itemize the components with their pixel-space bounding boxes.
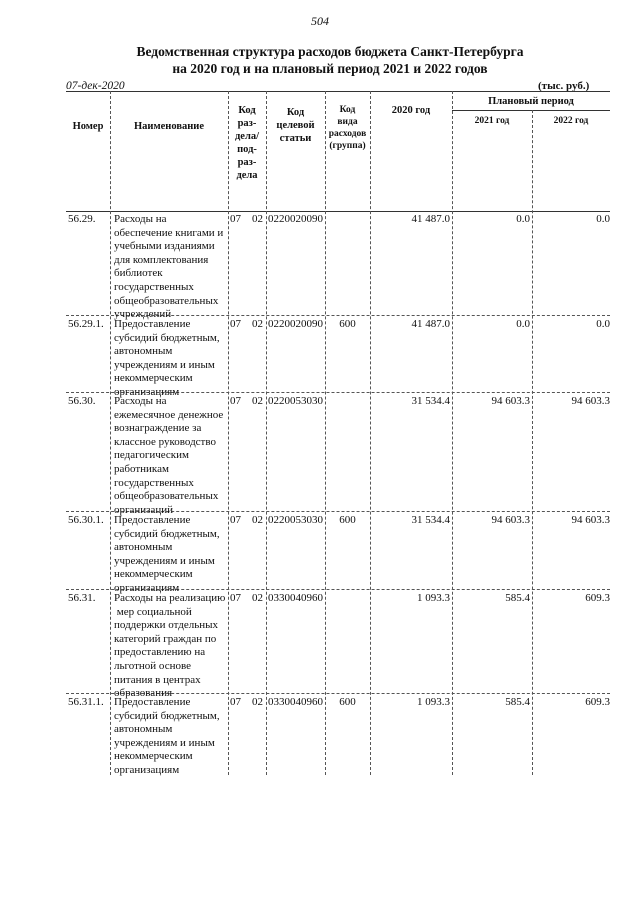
page-number: 504 <box>311 14 329 28</box>
row-name: Расходы на реализацию мер социальной поддержки отдельных категорий граждан по предоставлению на льготной основе питания в центрах образования <box>114 592 226 700</box>
row-name: Предоставление субсидий бюджетным, автономным учреждениям и иным некоммерческим организациям <box>114 514 220 594</box>
row-name: Расходы на ежемесячное денежное вознаграждение за классное руководство педагогическим работникам государственных общеобразовательных организаций <box>114 395 224 516</box>
row-number: 56.29.1. <box>68 318 104 330</box>
row-amount-2020: 1 093.3 <box>417 592 450 604</box>
row-name: Предоставление субсидий бюджетным, автономным учреждениям и иным некоммерческим организациям <box>114 696 220 776</box>
row-target-code: 0220053030 <box>268 514 323 526</box>
row-target-code: 0220020090 <box>268 318 323 330</box>
header-2020: 2020 год <box>391 105 431 116</box>
row-number: 56.31.1. <box>68 696 104 708</box>
row-amount-2021: 94 603.3 <box>491 514 530 526</box>
row-subsection-code: 02 <box>252 395 263 407</box>
col-divider <box>325 91 326 775</box>
row-amount-2021: 0.0 <box>516 213 530 225</box>
header-name: Наименование <box>134 121 204 132</box>
header-target-code: Код целевой статьи <box>276 107 315 144</box>
header-planned-period: Плановый период <box>488 96 574 107</box>
row-amount-2021: 94 603.3 <box>491 395 530 407</box>
row-target-code: 0220020090 <box>268 213 323 225</box>
header-2021: 2021 год <box>474 116 510 126</box>
col-divider <box>532 110 533 775</box>
row-name: Расходы на обеспечение книгами и учебными изданиями для комплектования библиотек государственных общеобразовательных учреждений <box>114 213 224 321</box>
col-divider <box>452 91 453 775</box>
row-name: Предоставление субсидий бюджетным, автономным учреждениям и иным некоммерческим организациям <box>114 318 220 398</box>
row-section-code: 07 <box>230 592 241 604</box>
row-amount-2020: 31 534.4 <box>411 395 450 407</box>
units-label: (тыс. руб.) <box>538 80 590 92</box>
row-number: 56.30.1. <box>68 514 104 526</box>
header-number: Номер <box>72 121 104 132</box>
row-subsection-code: 02 <box>252 318 263 330</box>
row-amount-2020: 41 487.0 <box>411 213 450 225</box>
col-divider <box>110 91 111 775</box>
row-section-code: 07 <box>230 213 241 225</box>
row-number: 56.30. <box>68 395 96 407</box>
row-amount-2021: 585.4 <box>505 592 530 604</box>
row-amount-2020: 1 093.3 <box>417 696 450 708</box>
row-subsection-code: 02 <box>252 213 263 225</box>
header-expense-type: Код вида расходов (группа) <box>328 105 367 151</box>
row-target-code: 0330040960 <box>268 592 323 604</box>
document-title-line-2: на 2020 год и на плановый период 2021 и 2022 годов <box>172 61 488 76</box>
row-subsection-code: 02 <box>252 514 263 526</box>
col-divider <box>370 91 371 775</box>
row-amount-2022: 0.0 <box>596 213 610 225</box>
row-number: 56.29. <box>68 213 96 225</box>
header-2022: 2022 год <box>553 116 589 126</box>
row-expense-type: 600 <box>339 696 356 708</box>
col-divider <box>266 91 267 775</box>
row-amount-2020: 41 487.0 <box>411 318 450 330</box>
row-expense-type: 600 <box>339 318 356 330</box>
row-amount-2022: 609.3 <box>585 696 610 708</box>
table-top-border <box>66 91 610 92</box>
row-number: 56.31. <box>68 592 96 604</box>
row-amount-2020: 31 534.4 <box>411 514 450 526</box>
document-title-line-1: Ведомственная структура расходов бюджета Санкт-Петербурга <box>136 44 524 59</box>
row-amount-2022: 609.3 <box>585 592 610 604</box>
document-date: 07-дек-2020 <box>66 80 125 92</box>
col-divider <box>228 91 229 775</box>
header-section-code: Код раз- дела/ под- раз- дела <box>234 105 260 181</box>
row-subsection-code: 02 <box>252 592 263 604</box>
header-bottom-border <box>66 211 610 212</box>
row-target-code: 0220053030 <box>268 395 323 407</box>
row-amount-2022: 0.0 <box>596 318 610 330</box>
row-amount-2021: 585.4 <box>505 696 530 708</box>
row-section-code: 07 <box>230 696 241 708</box>
row-section-code: 07 <box>230 395 241 407</box>
row-amount-2021: 0.0 <box>516 318 530 330</box>
row-subsection-code: 02 <box>252 696 263 708</box>
row-amount-2022: 94 603.3 <box>571 514 610 526</box>
row-section-code: 07 <box>230 514 241 526</box>
row-amount-2022: 94 603.3 <box>571 395 610 407</box>
row-section-code: 07 <box>230 318 241 330</box>
row-target-code: 0330040960 <box>268 696 323 708</box>
row-expense-type: 600 <box>339 514 356 526</box>
planned-period-underline <box>452 110 610 111</box>
